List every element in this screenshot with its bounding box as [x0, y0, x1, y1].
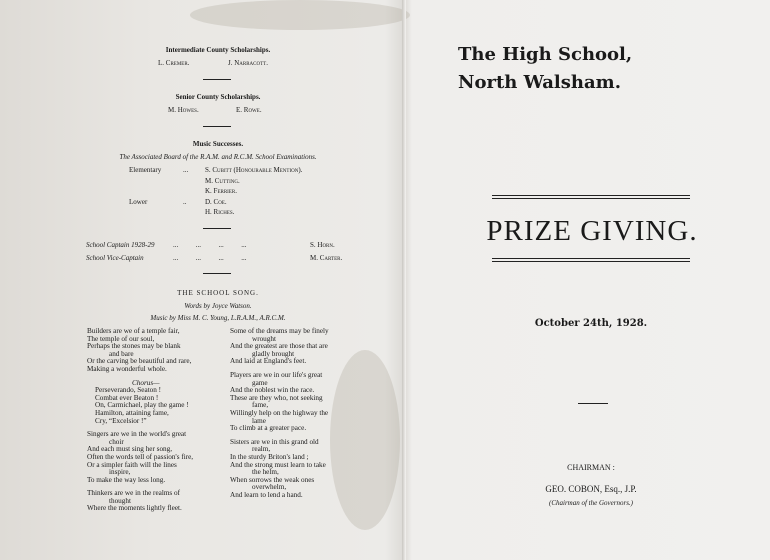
song-line: And the noblest win the race.	[230, 386, 315, 395]
song-words-credit: Words by Joyce Watson.	[184, 302, 252, 310]
divider	[578, 403, 608, 404]
captain-row	[86, 254, 376, 267]
music-label: Lower	[129, 197, 148, 206]
double-rule	[492, 258, 690, 262]
song-line: overwhelm,	[252, 483, 287, 492]
song-music-credit: Music by Miss M. C. Young, L.R.A.M., A.R.C.M.	[150, 314, 286, 322]
divider	[203, 79, 231, 80]
captain-label: School Captain 1928-29	[86, 241, 155, 249]
song-line: gladly brought	[252, 349, 295, 358]
event-date: October 24th, 1928.	[534, 318, 648, 329]
music-name: M. Cutting.	[205, 176, 240, 185]
song-line: On, Carmichael, play the game !	[95, 401, 189, 410]
song-line: And learn to lend a hand.	[230, 490, 303, 499]
music-result-row	[129, 177, 369, 188]
song-verses-left	[87, 328, 212, 513]
intermediate-heading: Intermediate County Scholarships.	[165, 46, 271, 54]
song-line: choir	[109, 437, 124, 446]
song-line: realm,	[252, 445, 271, 454]
scholar-name: L. Cremer.	[158, 59, 190, 67]
music-label: Elementary	[129, 166, 162, 174]
chairman-label: CHAIRMAN :	[567, 463, 615, 472]
captain-row	[86, 241, 376, 254]
song-line: game	[252, 378, 268, 387]
music-result-row	[129, 187, 369, 198]
song-line: Sisters are we in this grand old	[230, 437, 319, 446]
chairman-name: GEO. COBON, Esq., J.P.	[545, 484, 637, 494]
music-results	[129, 166, 369, 219]
song-line: And each must sing her song,	[87, 445, 173, 454]
school-name-line1: The High School,	[458, 44, 633, 65]
leader-dots: ... ... ... ...	[173, 241, 247, 249]
captain-name: M. Carter.	[310, 254, 343, 262]
song-line: Players are we in our life's great	[230, 370, 323, 379]
chairman-note: (Chairman of the Governors.)	[549, 499, 633, 507]
song-line: Where the moments lightly fleet.	[87, 504, 182, 513]
divider	[203, 228, 231, 229]
divider	[203, 126, 231, 127]
music-result-row	[129, 198, 369, 209]
song-line: Perhaps the stones may be blank	[87, 342, 181, 351]
school-name-line2: North Walsham.	[458, 72, 621, 93]
song-line: the helm,	[252, 468, 279, 477]
song-line: Builders are we of a temple fair,	[87, 327, 180, 335]
music-name: H. Riches.	[205, 208, 235, 216]
song-line: When sorrows the weak ones	[230, 475, 315, 484]
music-dots: ..	[183, 197, 187, 206]
music-name: S. Cubitt (Honourable Mention).	[205, 166, 303, 174]
song-line: To climb at a greater pace.	[230, 424, 307, 433]
song-line: Some of the dreams may be finely	[230, 327, 329, 335]
event-title: PRIZE GIVING.	[486, 215, 698, 247]
song-line: lame	[252, 416, 266, 425]
song-title: THE SCHOOL SONG.	[177, 289, 259, 297]
song-line: These are they who, not seeking	[230, 393, 323, 402]
song-line: Singers are we in the world's great	[87, 430, 187, 439]
music-dots: ...	[183, 166, 189, 174]
song-line: In the sturdy Briton's land ;	[230, 452, 309, 461]
song-line: wrought	[252, 334, 276, 343]
song-line: Chorus—	[132, 378, 160, 387]
song-line: To make the way less long.	[87, 475, 166, 484]
song-line: And the greatest are those that are	[230, 342, 328, 351]
song-line: Or the carving be beautiful and rare,	[87, 357, 192, 366]
scholar-name: J. Narracott.	[228, 59, 268, 67]
paper-damage	[190, 0, 410, 30]
song-line: Combat ever Beaton !	[95, 393, 159, 402]
captain-name: S. Horn.	[310, 241, 335, 249]
divider	[203, 273, 231, 274]
page-fold	[402, 0, 406, 560]
song-line: And the strong must learn to take	[230, 460, 326, 469]
song-line: fame,	[252, 401, 269, 410]
song-line: Or a simpler faith will the lines	[87, 460, 177, 469]
song-line: The temple of our soul,	[87, 334, 155, 343]
song-verses-right	[230, 328, 355, 499]
song-line: Cry, “Excelsior !”	[95, 416, 147, 425]
song-line: Thinkers are we in the realms of	[87, 489, 181, 498]
song-line: Making a wonderful whole.	[87, 364, 167, 373]
music-result-row	[129, 208, 369, 219]
captains-list	[86, 241, 376, 267]
double-rule	[492, 195, 690, 199]
song-line: Willingly help on the highway the	[230, 408, 329, 417]
song-line: Often the words tell of passion's fire,	[87, 452, 194, 461]
scholar-name: E. Rowe.	[236, 106, 262, 114]
music-result-row	[129, 166, 369, 177]
song-line: Perseverando, Seaton !	[95, 386, 162, 395]
scholar-name: M. Howes.	[168, 106, 199, 114]
leader-dots: ... ... ... ...	[173, 254, 247, 262]
music-name: K. Ferrier.	[205, 187, 237, 195]
music-name: D. Coe.	[205, 197, 227, 206]
music-heading: Music Successes.	[192, 140, 244, 148]
music-subheading: The Associated Board of the R.A.M. and R.C.M. School Examinations.	[119, 153, 317, 161]
song-line: thought	[109, 496, 131, 505]
song-line: And laid at England's feet.	[230, 357, 307, 366]
song-line: inspire,	[109, 468, 131, 477]
song-line: Hamilton, attaining fame,	[95, 408, 169, 417]
song-line: and bare	[109, 349, 134, 358]
senior-heading: Senior County Scholarships.	[175, 93, 261, 101]
captain-label: School Vice-Captain	[86, 254, 144, 262]
